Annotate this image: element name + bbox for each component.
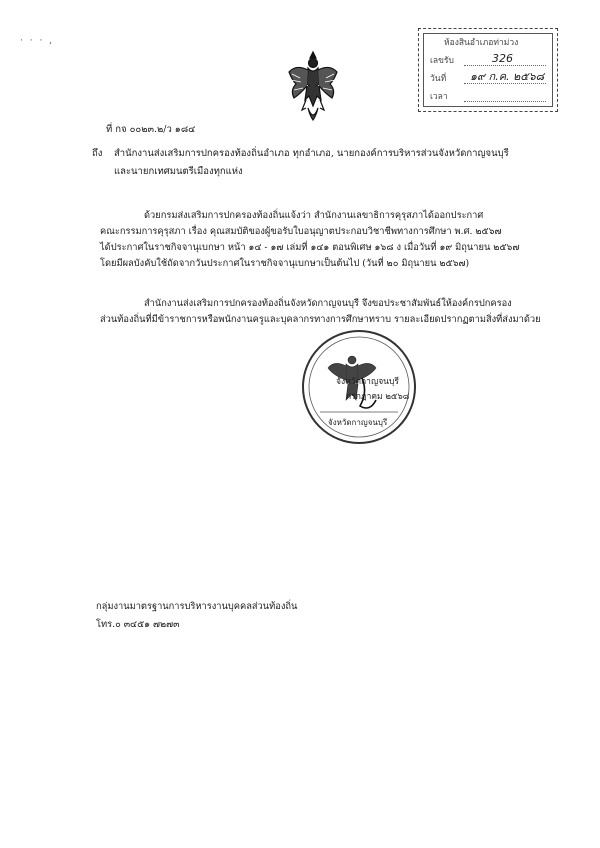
receipt-date-value: ๑๙ ก.ค. ๒๕๖๘: [470, 70, 545, 83]
garuda-emblem-icon: [286, 50, 340, 124]
body-paragraph-2: [100, 296, 541, 328]
receipt-number-label: เลขรับ: [430, 56, 454, 66]
paragraph-1-line: คณะกรรมการคุรุสภา เรื่อง คุณสมบัติของผู้ขอรับใบอนุญาตประกอบวิชาชีพทางการศึกษา พ.ศ. ๒๕๖๗: [100, 226, 502, 237]
receipt-date-label: วันที่: [430, 74, 447, 84]
document-number: ที่ กจ ๐๐๒๓.๒/ว ๑๘๔: [106, 124, 196, 135]
receipt-number-value: 326: [492, 52, 513, 65]
paragraph-1-line: ได้ประกาศในราชกิจจานุเบกษา หน้า ๑๔ - ๑๗ เล่มที่ ๑๔๑ ตอนพิเศษ ๑๖๘ ง เมื่อวันที่ ๑๙ มิถุนายน ๒๕๖๗: [100, 242, 520, 253]
receipt-org-row: [430, 36, 546, 50]
receipt-time-label: เวลา: [430, 92, 448, 102]
receipt-stamp: [418, 28, 558, 112]
paragraph-2-line: ส่วนท้องถิ่นที่มีข้าราชการหรือพนักงานครูและบุคลากรทางการศึกษาทราบ รายละเอียดปรากฏตามสิ่งที่ส่งมาด้วย: [100, 314, 541, 325]
receipt-date-row: [430, 72, 546, 86]
body-paragraph-1: [100, 208, 519, 272]
corner-marks: · · · ,: [20, 36, 55, 46]
receipt-org: ห้องสินอำเภอท่าม่วง: [444, 38, 519, 48]
stamp-text-line-1: จังหวัดกาญจนบุรี: [336, 377, 399, 387]
to-label: ถึง: [92, 148, 103, 159]
footer-block: [96, 598, 297, 634]
stamp-text-bottom: จังหวัดกาญจนบุรี: [328, 418, 388, 427]
stamp-text-line-2: กรกฎาคม ๒๕๖๘: [346, 392, 410, 402]
addressee-line-2: และนายกเทศมนตรีเมืองทุกแห่ง: [114, 166, 243, 177]
receipt-time-row: [430, 90, 546, 104]
paragraph-1-line: โดยมีผลบังคับใช้ถัดจากวันประกาศในราชกิจจานุเบกษาเป็นต้นไป (วันที่ ๒๐ มิถุนายน ๒๕๖๗): [100, 258, 470, 269]
receipt-stamp-inner: [423, 33, 553, 107]
footer-phone: โทร.๐ ๓๔๕๑ ๗๒๗๓: [96, 619, 180, 630]
receipt-time-dots: [464, 101, 546, 102]
receipt-number-row: [430, 54, 546, 68]
footer-department: กลุ่มงานมาตรฐานการบริหารงานบุคคลส่วนท้องถิ่น: [96, 601, 298, 612]
paragraph-1-line: ด้วยกรมส่งเสริมการปกครองท้องถิ่นแจ้งว่า สำนักงานเลขาธิการคุรุสภาได้ออกประกาศ: [144, 210, 484, 221]
paragraph-2-line: สำนักงานส่งเสริมการปกครองท้องถิ่นจังหวัดกาญจนบุรี จึงขอประชาสัมพันธ์ให้องค์กรปกครอง: [144, 298, 512, 309]
addressee-line-1: สำนักงานส่งเสริมการปกครองท้องถิ่นอำเภอ ทุกอำเภอ, นายกองค์การบริหารส่วนจังหวัดกาญจนบุรี: [114, 148, 509, 159]
